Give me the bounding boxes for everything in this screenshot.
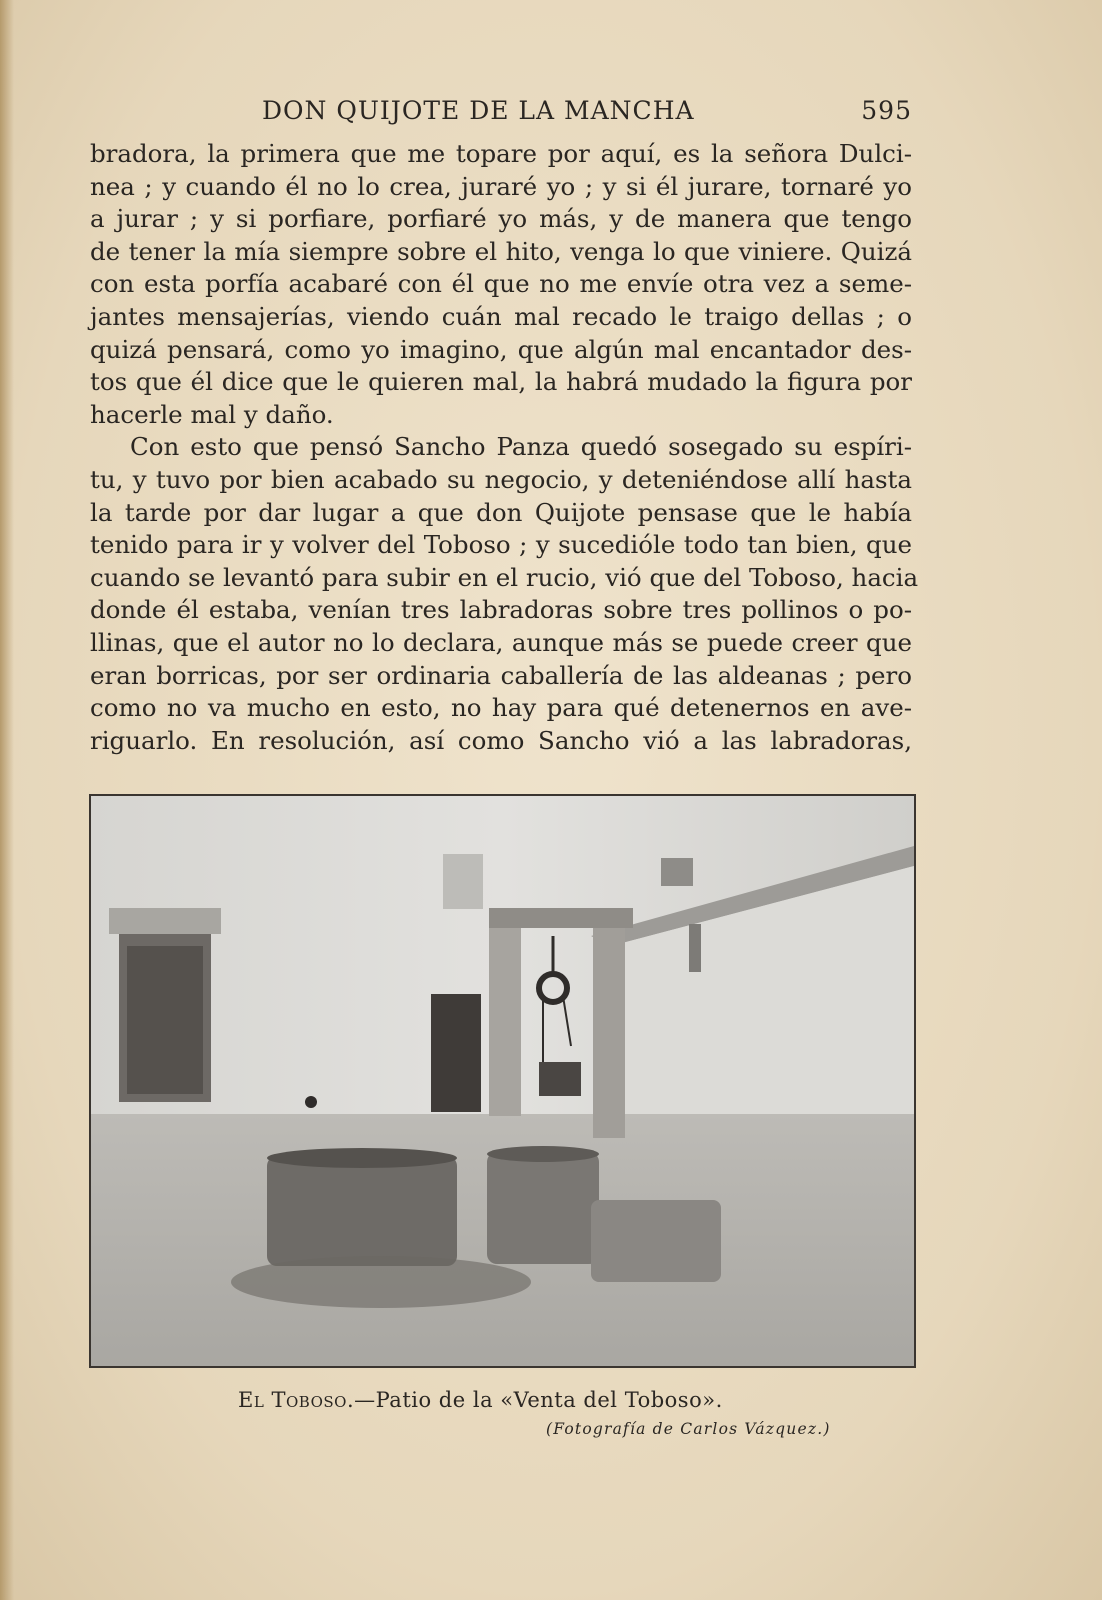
text-line: tenido para ir y volver del Toboso ; y sucedióle todo tan bien, que bbox=[90, 530, 912, 560]
courtyard-photograph bbox=[89, 794, 916, 1368]
text-line: jantes mensajerías, viendo cuán mal recado le traigo dellas ; o bbox=[90, 301, 912, 331]
text-line: donde él estaba, venían tres labradoras sobre tres pollinos o po- bbox=[90, 595, 912, 625]
caption-place: El Toboso. bbox=[238, 1388, 355, 1412]
text-line: tu, y tuvo por bien acabado su negocio, y deteniéndose allí hasta bbox=[90, 464, 912, 494]
page-edge-shadow bbox=[0, 0, 14, 1600]
figure-caption bbox=[238, 1388, 838, 1412]
text-line: quizá pensará, como yo imagino, que algún mal encantador des- bbox=[90, 334, 912, 364]
text-line: de tener la mía siempre sobre el hito, venga lo que viniere. Quizá bbox=[90, 236, 912, 266]
text-line: riguarlo. En resolución, así como Sancho vió a las labradoras, bbox=[90, 725, 912, 755]
text-line: tos que él dice que le quieren mal, la habrá mudado la figura por bbox=[90, 367, 912, 397]
text-line: bradora, la primera que me topare por aquí, es la señora Dulci- bbox=[90, 139, 912, 168]
running-head bbox=[262, 96, 912, 130]
body-text bbox=[90, 138, 919, 757]
text-line: la tarde por dar lugar a que don Quijote pensase que le había bbox=[90, 497, 912, 527]
running-title: DON QUIJOTE DE LA MANCHA bbox=[262, 96, 695, 125]
text-line: llinas, que el autor no lo declara, aunque más se puede creer que bbox=[90, 627, 912, 657]
courtyard-illustration bbox=[91, 796, 914, 1366]
text-line: Con esto que pensó Sancho Panza quedó sosegado su espíri- bbox=[130, 432, 912, 462]
text-line: como no va mucho en esto, no hay para qué detenernos en ave- bbox=[90, 693, 912, 723]
text-line: cuando se levantó para subir en el rucio, vió que del Toboso, hacia bbox=[90, 562, 919, 592]
text-line: eran borricas, por ser ordinaria caballería de las aldeanas ; pero bbox=[90, 660, 912, 690]
text-line: a jurar ; y si porfiare, porfiaré yo más, y de manera que tengo bbox=[90, 204, 912, 234]
caption-text: —Patio de la «Venta del Toboso». bbox=[354, 1388, 723, 1412]
text-line: hacerle mal y daño. bbox=[90, 399, 334, 429]
text-line: con esta porfía acabaré con él que no me envíe otra vez a seme- bbox=[90, 269, 912, 299]
text-line: nea ; y cuando él no lo crea, juraré yo ; y si él jurare, tornaré yo bbox=[90, 171, 912, 201]
page-number: 595 bbox=[861, 96, 912, 125]
photo-credit: (Fotografía de Carlos Vázquez.) bbox=[546, 1420, 831, 1438]
